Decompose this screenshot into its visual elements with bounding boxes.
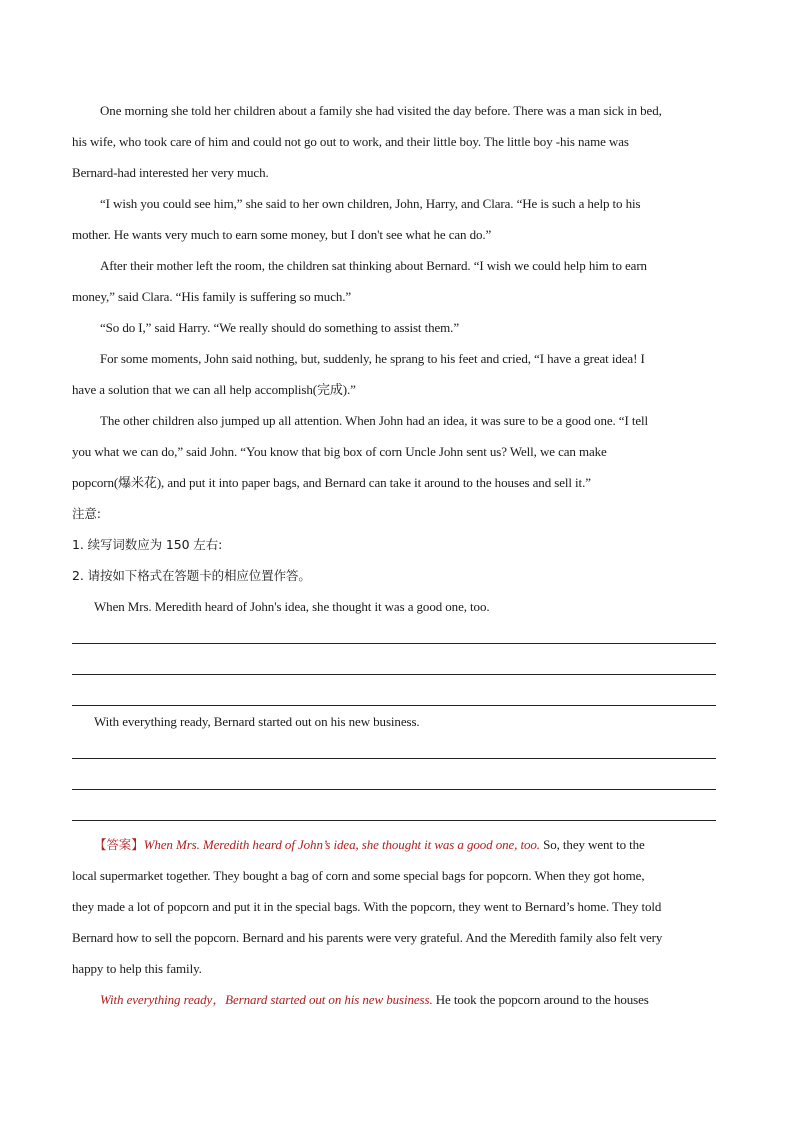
writing-line[interactable] xyxy=(72,737,716,759)
answer-line: they made a lot of popcorn and put it in the special bags. With the popcorn, they went to Bernard’s home. They told xyxy=(72,899,662,914)
answer-line: Bernard how to sell the popcorn. Bernard and his parents were very grateful. And the Meredith family also felt very xyxy=(72,930,663,945)
notes-item: 1. 续写词数应为 150 左右: xyxy=(72,537,223,552)
writing-line[interactable] xyxy=(72,790,716,821)
writing-line[interactable] xyxy=(72,644,716,675)
notes-heading: 注意: xyxy=(72,506,101,521)
answer-given-sentence: With everything ready，Bernard started out on his new business. xyxy=(100,992,433,1007)
story-line: have a solution that we can all help accomplish(完成).” xyxy=(72,382,356,397)
story-line: his wife, who took care of him and could not go out to work, and their little boy. The little boy -his name was xyxy=(72,134,629,149)
story-line: “I wish you could see him,” she said to her own children, John, Harry, and Clara. “He is such a help to his xyxy=(100,196,641,211)
notes-item: 2. 请按如下格式在答题卡的相应位置作答。 xyxy=(72,568,311,583)
answer-line: happy to help this family. xyxy=(72,961,202,976)
story-line: After their mother left the room, the children sat thinking about Bernard. “I wish we could help him to earn xyxy=(100,258,647,273)
answer-text: He took the popcorn around to the houses xyxy=(432,992,649,1007)
story-line: “So do I,” said Harry. “We really should do something to assist them.” xyxy=(100,320,460,335)
writing-line[interactable] xyxy=(72,675,716,706)
continuation-prompt-2: With everything ready, Bernard started out on his new business. xyxy=(94,714,420,729)
story-line: you what we can do,” said John. “You know that big box of corn Uncle John sent us? Well, we can make xyxy=(72,444,607,459)
answer-given-sentence: When Mrs. Meredith heard of John’s idea, she thought it was a good one, too. xyxy=(143,837,540,852)
story-line: popcorn(爆米花), and put it into paper bags, and Bernard can take it around to the houses and sell it.” xyxy=(72,475,591,490)
answer-line xyxy=(72,829,722,860)
answer-line: local supermarket together. They bought a bag of corn and some special bags for popcorn. When they got home, xyxy=(72,868,645,883)
writing-line[interactable] xyxy=(72,759,716,790)
story-line: Bernard-had interested her very much. xyxy=(72,165,269,180)
story-line: For some moments, John said nothing, but, suddenly, he sprang to his feet and cried, “I have a great idea! I xyxy=(100,351,645,366)
story-line: One morning she told her children about a family she had visited the day before. There was a man sick in bed, xyxy=(100,103,662,118)
writing-line[interactable] xyxy=(72,622,716,644)
answer-label: 【答案】 xyxy=(94,837,144,852)
answer-line xyxy=(72,984,722,1015)
continuation-prompt-1: When Mrs. Meredith heard of John's idea, she thought it was a good one, too. xyxy=(94,599,490,614)
story-line: money,” said Clara. “His family is suffering so much.” xyxy=(72,289,352,304)
story-line: The other children also jumped up all attention. When John had an idea, it was sure to be a good one. “I tell xyxy=(100,413,649,428)
answer-text: So, they went to the xyxy=(539,837,645,852)
document-page xyxy=(72,95,722,1015)
story-line: mother. He wants very much to earn some money, but I don't see what he can do.” xyxy=(72,227,492,242)
